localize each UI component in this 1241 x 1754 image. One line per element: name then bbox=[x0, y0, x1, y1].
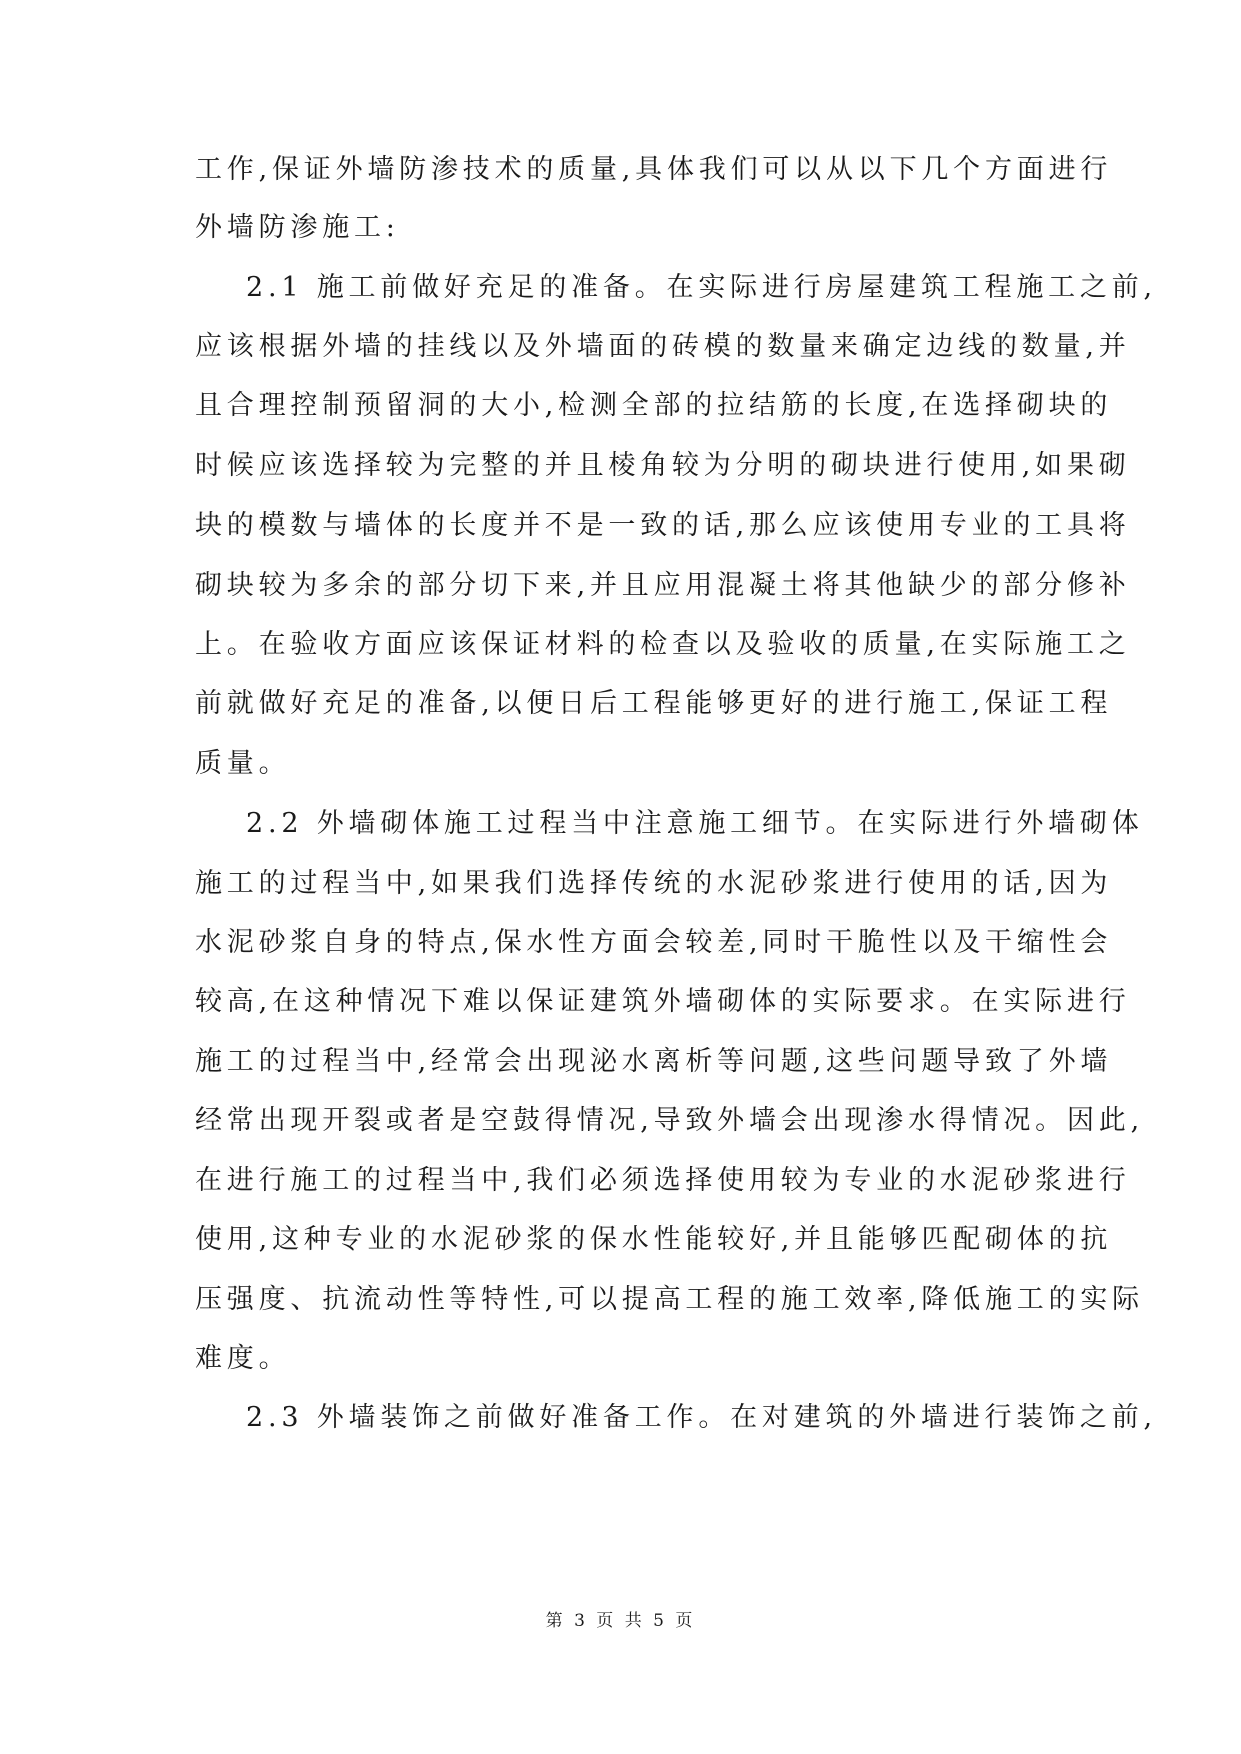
text-line-15: 较高,在这种情况下难以保证建筑外墙砌体的实际要求。在实际进行 bbox=[195, 986, 1131, 1017]
text-line-18: 在进行施工的过程当中,我们必须选择使用较为专业的水泥砂浆进行 bbox=[195, 1165, 1131, 1196]
text-line-22: 2.3 外墙装饰之前做好准备工作。在对建筑的外墙进行装饰之前, bbox=[246, 1402, 1157, 1433]
text-line-5: 且合理控制预留洞的大小,检测全部的拉结筋的长度,在选择砌块的 bbox=[195, 390, 1113, 421]
text-line-7: 块的模数与墙体的长度并不是一致的话,那么应该使用专业的工具将 bbox=[195, 510, 1131, 541]
text-line-6: 时候应该选择较为完整的并且棱角较为分明的砌块进行使用,如果砌 bbox=[195, 450, 1131, 481]
text-line-20: 压强度、抗流动性等特性,可以提高工程的施工效率,降低施工的实际 bbox=[195, 1284, 1144, 1315]
text-line-14: 水泥砂浆自身的特点,保水性方面会较差,同时干脆性以及干缩性会 bbox=[195, 927, 1113, 958]
text-line-11: 质量。 bbox=[195, 748, 291, 779]
text-line-17: 经常出现开裂或者是空鼓得情况,导致外墙会出现渗水得情况。因此, bbox=[195, 1105, 1144, 1136]
text-line-4: 应该根据外墙的挂线以及外墙面的砖模的数量来确定边线的数量,并 bbox=[195, 331, 1131, 362]
text-line-13: 施工的过程当中,如果我们选择传统的水泥砂浆进行使用的话,因为 bbox=[195, 868, 1113, 899]
text-line-3: 2.1 施工前做好充足的准备。在实际进行房屋建筑工程施工之前, bbox=[246, 272, 1157, 303]
text-line-2: 外墙防渗施工: bbox=[195, 212, 400, 243]
text-line-10: 前就做好充足的准备,以便日后工程能够更好的进行施工,保证工程 bbox=[195, 688, 1113, 719]
page-footer: 第 3 页 共 5 页 bbox=[545, 1611, 696, 1631]
text-line-19: 使用,这种专业的水泥砂浆的保水性能较好,并且能够匹配砌体的抗 bbox=[195, 1224, 1113, 1255]
text-line-21: 难度。 bbox=[195, 1343, 291, 1374]
text-line-16: 施工的过程当中,经常会出现泌水离析等问题,这些问题导致了外墙 bbox=[195, 1046, 1113, 1077]
text-line-12: 2.2 外墙砌体施工过程当中注意施工细节。在实际进行外墙砌体 bbox=[246, 808, 1144, 839]
text-line-9: 上。在验收方面应该保证材料的检查以及验收的质量,在实际施工之 bbox=[195, 629, 1131, 660]
text-line-8: 砌块较为多余的部分切下来,并且应用混凝土将其他缺少的部分修补 bbox=[195, 570, 1131, 601]
text-line-1: 工作,保证外墙防渗技术的质量,具体我们可以从以下几个方面进行 bbox=[195, 154, 1113, 185]
